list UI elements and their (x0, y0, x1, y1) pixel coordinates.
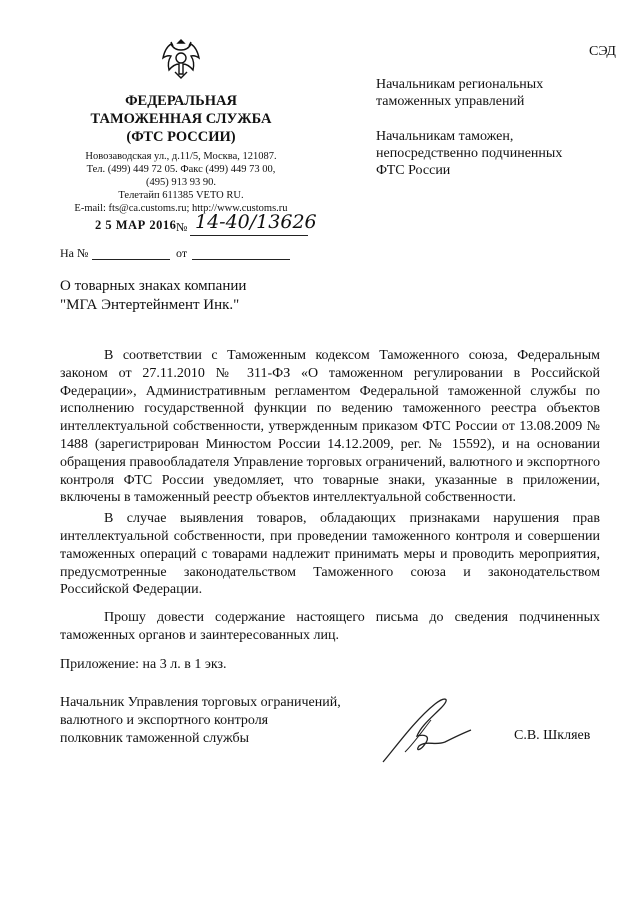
address-line: Телетайп 611385 VETO RU. (118, 190, 244, 201)
emblem-icon (157, 34, 205, 82)
address-line: E-mail: fts@ca.customs.ru; http://www.customs.ru (74, 203, 288, 214)
recipient-line: непосредственно подчиненных (376, 146, 563, 161)
signer-title-line: Начальник Управления торговых ограничений, (60, 695, 341, 710)
recipient-line: Начальникам таможен, (376, 129, 514, 144)
address-line: (495) 913 93 90. (146, 177, 216, 188)
subject-line: О товарных знаках компании (60, 278, 247, 294)
registration-number-label: № (176, 220, 188, 234)
registration-number-value: 14-40/13626 (195, 211, 317, 233)
reference-label: На № (60, 246, 89, 260)
body-paragraph: В случае выявления товаров, обладающих признаками нарушения прав интеллектуальной собственности, при проведении таможенного контроля и совершении таможенных операций с товарами надлежит принимать меры и проводить мероприятия, предусмотренные законодательством Таможенного союза и законодательством Российской Федерации. (60, 511, 600, 598)
org-name-line2: ТАМОЖЕННАЯ СЛУЖБА (90, 111, 272, 127)
attachment-note: Приложение: на 3 л. в 1 экз. (60, 657, 227, 672)
signer-title-line: валютного и экспортного контроля (60, 713, 269, 728)
subject-line: "МГА Энтертейнмент Инк." (60, 297, 240, 313)
org-abbr: (ФТС РОССИИ) (126, 129, 236, 145)
org-name-line1: ФЕДЕРАЛЬНАЯ (125, 93, 237, 109)
signer-name: С.В. Шкляев (514, 728, 591, 743)
registration-number-underline (190, 235, 308, 236)
recipient-line: ФТС России (376, 163, 451, 178)
registration-date: 2 5 МАР 2016 (95, 218, 177, 232)
body-paragraph: Прошу довести содержание настоящего письма до сведения подчиненных таможенных органов и заинтересованных лиц. (60, 610, 600, 643)
handwritten-signature (375, 690, 475, 770)
address-line: Новозаводская ул., д.11/5, Москва, 121087. (85, 151, 277, 162)
reference-date-line (192, 259, 290, 260)
recipient-line: Начальникам региональных (376, 77, 544, 92)
signer-title-line: полковник таможенной службы (60, 731, 250, 746)
corner-mark: СЭД (589, 44, 616, 59)
letter-body (60, 347, 600, 645)
body-paragraph: В соответствии с Таможенным кодексом Таможенного союза, Федеральным законом от 27.11.2010 № 311-ФЗ «О таможенном регулировании в Российской Федерации», Административным регламентом Федеральной таможенной службы по исполнению государственной функции по ведению таможенного реестра объектов интеллектуальной собственности, утвержденным приказом ФТС России от 13.08.2009 № 1488 (зарегистрирован Минюстом России 14.12.2009, рег. № 15592), и на основании обращения правообладателя Управление торговых ограничений, валютного и экспортного контроля ФТС России уведомляет, что товарные знаки, указанные в приложении, включены в таможенный реестр объектов интеллектуальной собственности. (60, 348, 600, 506)
address-line: Тел. (499) 449 72 05. Факс (499) 449 73 00, (86, 164, 276, 175)
recipient-line: таможенных управлений (376, 94, 525, 109)
reference-number-line (92, 259, 170, 260)
reference-from-label: от (176, 246, 188, 260)
